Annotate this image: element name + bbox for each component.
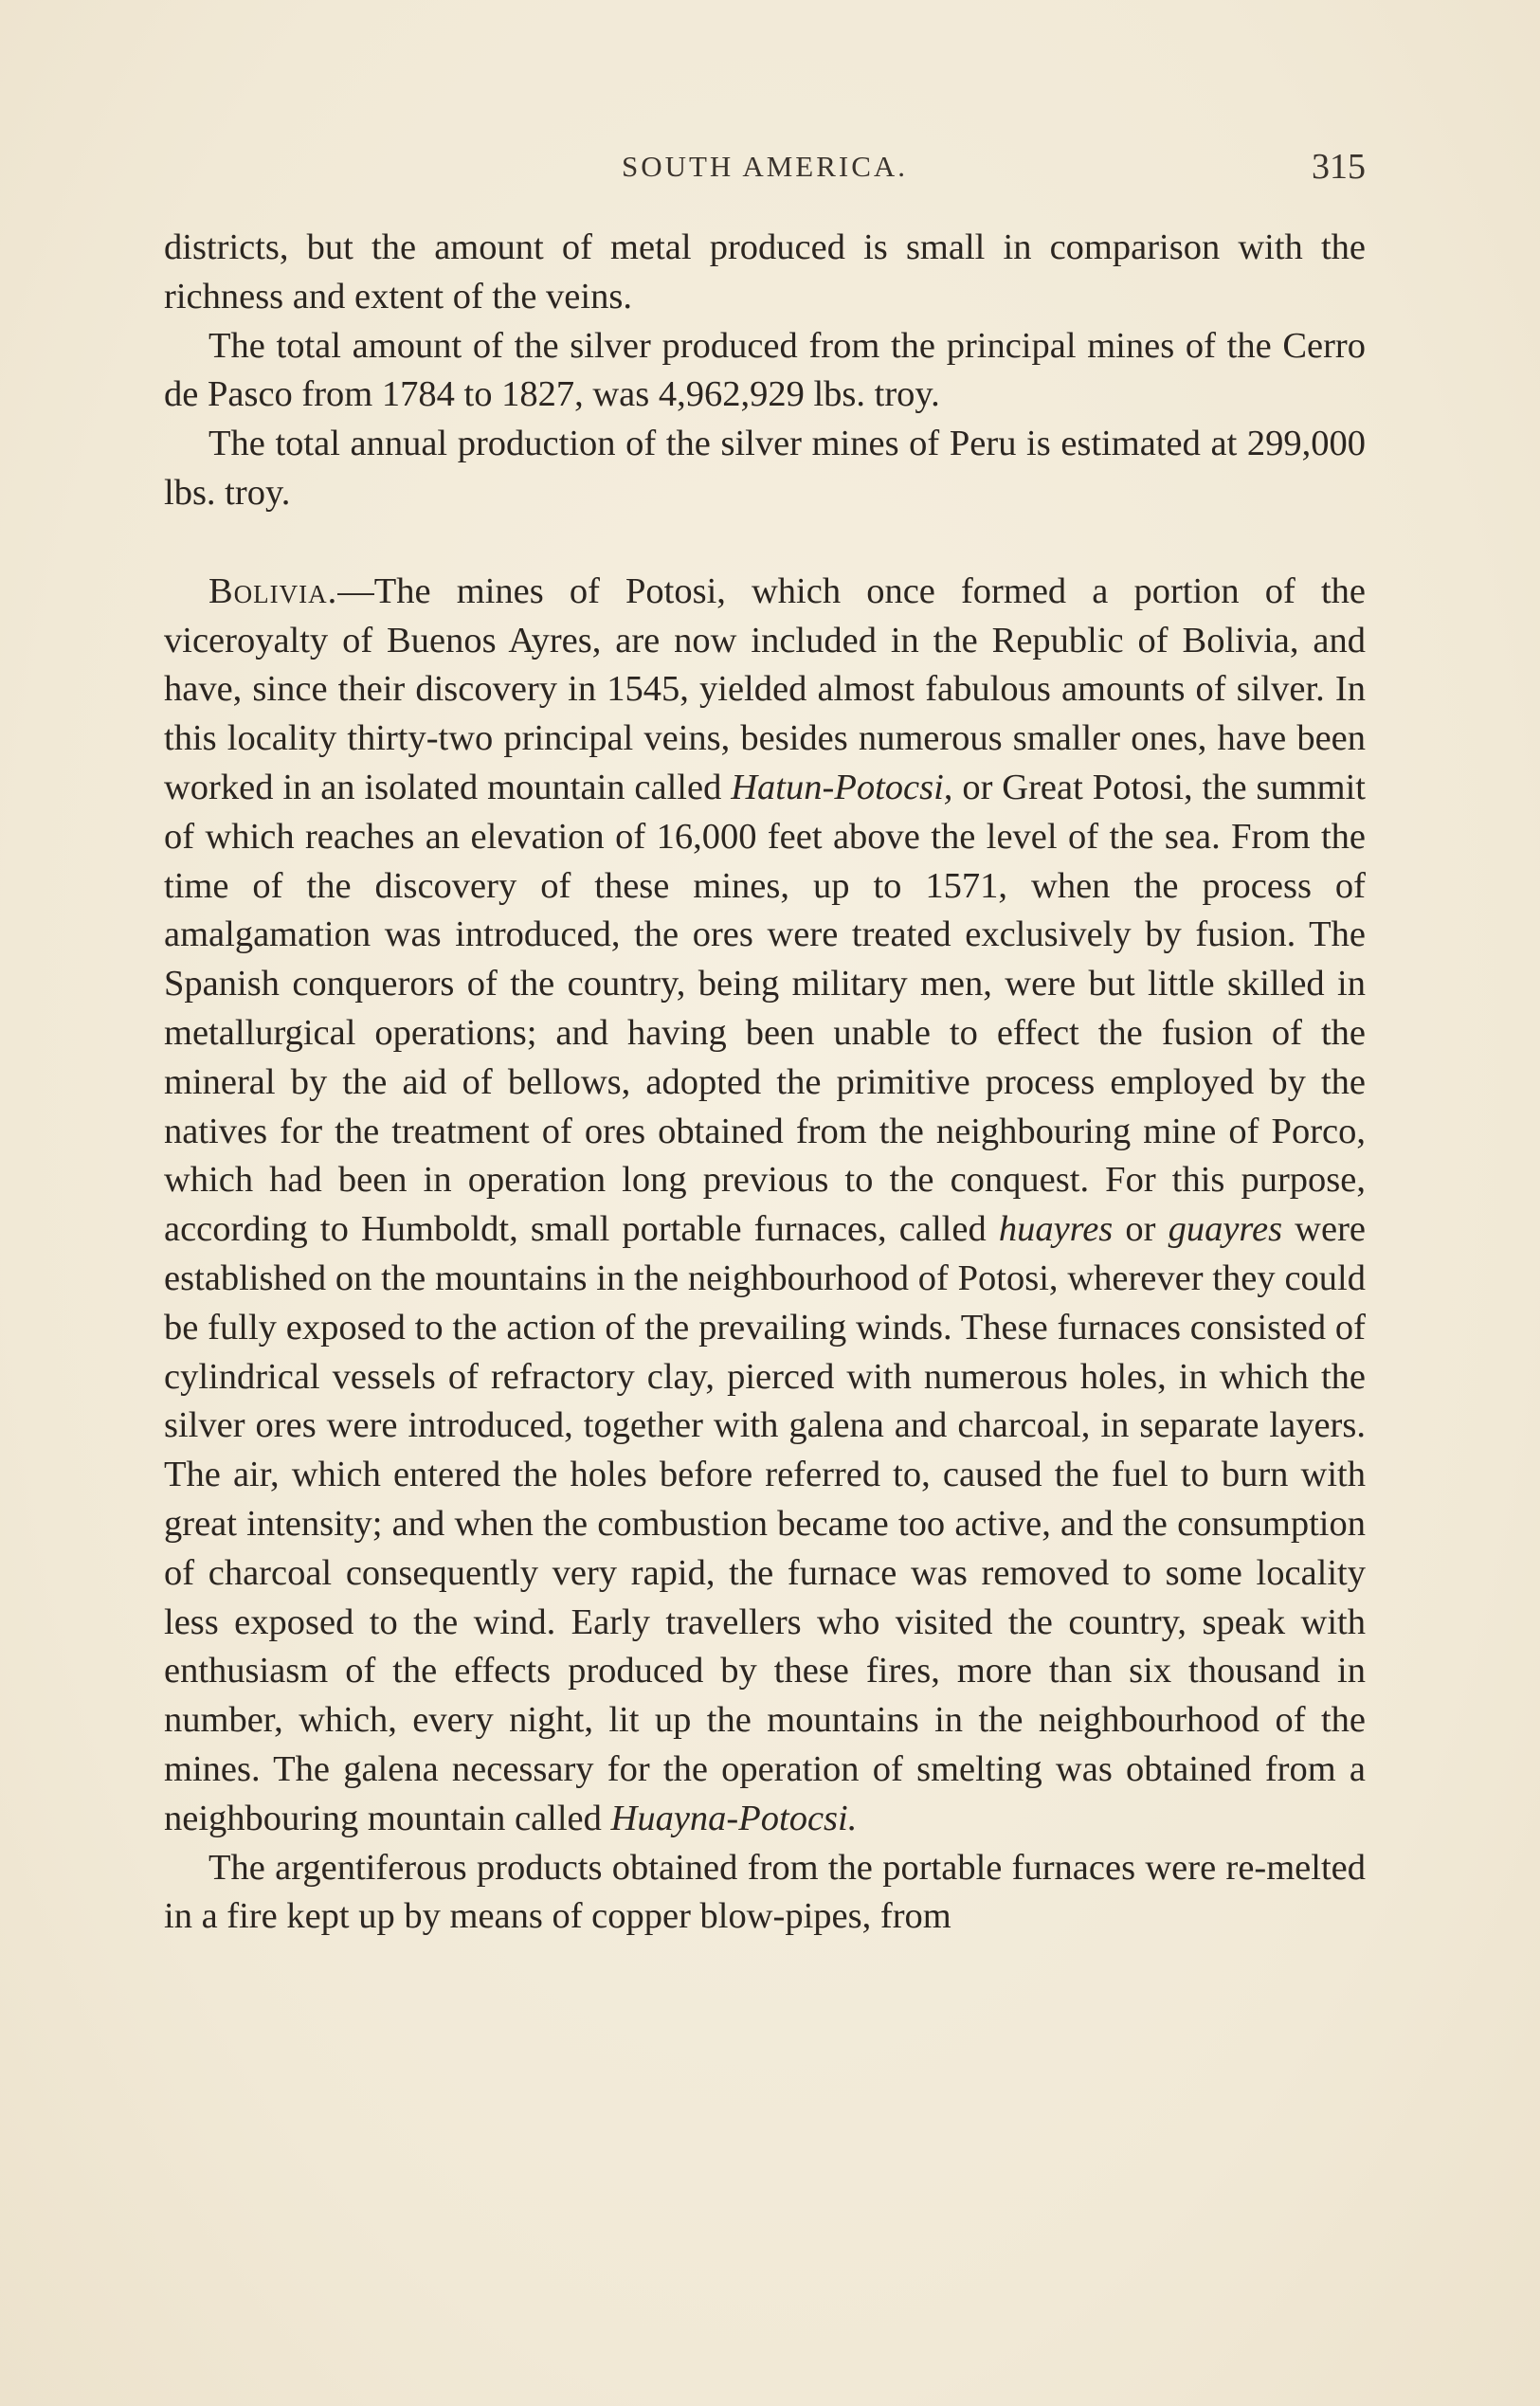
text-run: were established on the mountains in the neighbourhood of Potosi, wherever they could be fully exposed to the action of the prevailing winds. These furnaces consisted of cylindrical vessels of refractory clay, pierced with numerous holes, in which the silver ores were introduced, together with galena and charcoal, in separate layers. The air, which entered the holes before referred to, caused the fuel to burn with great intensity; and when the combustion became too active, and the consumption of charcoal consequently very rapid, the furnace was removed to some locality less exposed to the wind. Early travellers who visited the country, speak with enthusiasm of the effects produced by these fires, more than six thousand in number, which, every night, lit up the mountains in the neighbourhood of the mines. The galena necessary for the operation of smelting was obtained from a neighbouring mountain called	[164, 1209, 1366, 1838]
text-run: or	[1113, 1209, 1169, 1250]
running-title: SOUTH AMERICA.	[621, 150, 909, 183]
place-name-hatun-potocsi: Hatun-Potocsi,	[731, 767, 953, 807]
page-number: 315	[1312, 147, 1366, 187]
paragraph-argentiferous-products: The argentiferous products obtained from the portable furnaces were re-melted in a fire kept up by means of copper blow-pipes, from	[164, 1847, 1366, 1937]
running-head	[164, 147, 1366, 197]
paragraph-continuation: districts, but the amount of metal produced is small in comparison with the richness and extent of the veins.	[164, 227, 1366, 317]
text-run: or Great Potosi, the summit of which reaches an elevation of 16,000 feet above the level of the sea. From the time of the discovery of these mines, up to 1571, when the process of amalgamation was introduced, the ores were treated exclusively by fusion. The Spanish conquerors of the country, being military men, were but little skilled in metallurgical operations; and having been unable to effect the fusion of the mineral by the aid of bellows, adopted the primitive process employed by the natives for the treatment of ores obtained from the neighbouring mine of Porco, which had been in operation long previous to the conquest. For this purpose, according to Humboldt, small portable furnaces, called	[164, 767, 1366, 1250]
paragraph-cerro-de-pasco: The total amount of the silver produced from the principal mines of the Cerro de Pasco from 1784 to 1827, was 4,962,929 lbs. troy.	[164, 325, 1366, 415]
text-run: —The mines of Potosi, which once formed a portion of the viceroyalty of Buenos Ayres, are now included in the Republic of Bolivia, and have, since their discovery in 1545, yielded almost fabulous amounts of silver. In this locality thirty-two principal veins, besides numerous smaller ones, have been worked in an isolated mountain called	[164, 570, 1366, 807]
term-huayres: huayres	[998, 1209, 1114, 1250]
body-text	[164, 224, 1366, 1942]
paragraph-peru-production: The total annual production of the silver mines of Peru is estimated at 299,000 lbs. troy.	[164, 424, 1366, 513]
place-name-huayna-potocsi: Huayna-Potocsi.	[610, 1798, 858, 1838]
paragraph-bolivia	[164, 568, 1366, 1844]
section-lead-bolivia: Bolivia.	[208, 570, 338, 611]
term-guayres: guayres	[1168, 1209, 1283, 1250]
